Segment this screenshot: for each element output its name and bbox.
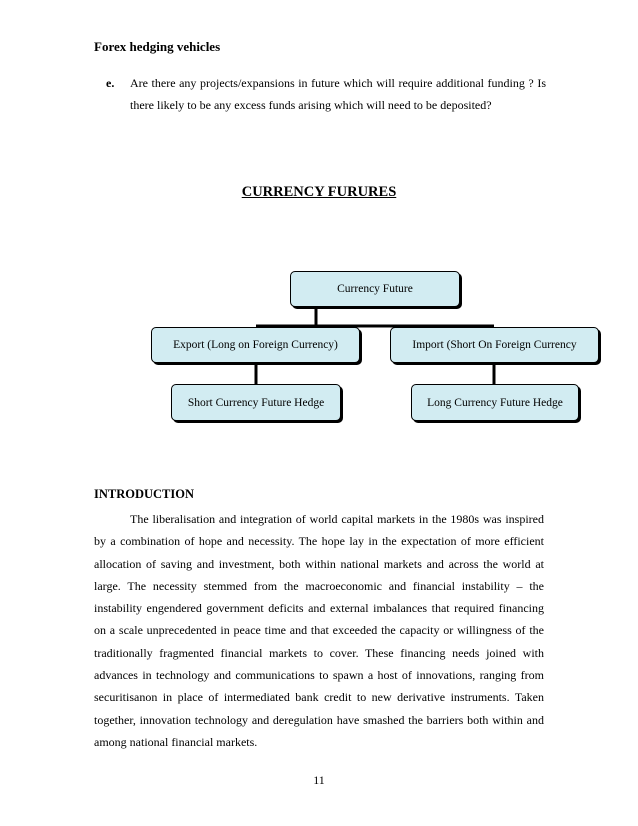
- introduction-heading: INTRODUCTION: [94, 487, 195, 501]
- section-heading: Forex hedging vehicles: [94, 39, 221, 54]
- node-currency-future: Currency Future: [290, 271, 460, 307]
- node-short-hedge: Short Currency Future Hedge: [171, 384, 341, 421]
- node-import-short: Import (Short On Foreign Currency: [390, 327, 599, 363]
- page-number: 11: [313, 773, 325, 787]
- introduction-body: The liberalisation and integration of world capital markets in the 1980s was inspired by a combination of hope and necessity. The hope lay in the expectation of more efficient allocation of saving and investment, both within national markets and across the world at large. The necessity stemmed from the macroeconomic and financial instability – the instability engendered government deficits and external imbalances that required financing on a scale unprecedented in peace time and that exceeded the capacity or willingness of the traditionally fragmented financial markets to cover. These financing needs joined with advances in technology and communications to spawn a host of innovations, ranging from securitisanon in place of intermediated bank credit to new derivative instruments. Taken together, innovation technology and deregulation have smashed the barriers both within and among national financial markets.: [94, 512, 544, 749]
- node-long-hedge: Long Currency Future Hedge: [411, 384, 579, 421]
- page-title: CURRENCY FURURES: [241, 184, 397, 200]
- question-text: Are there any projects/expansions in future which will require additional funding ? Is there likely to be any excess funds arising which will need to be deposited?: [130, 76, 546, 112]
- question-marker: e.: [106, 76, 115, 90]
- node-export-long: Export (Long on Foreign Currency): [151, 327, 360, 363]
- question-item: [106, 72, 546, 116]
